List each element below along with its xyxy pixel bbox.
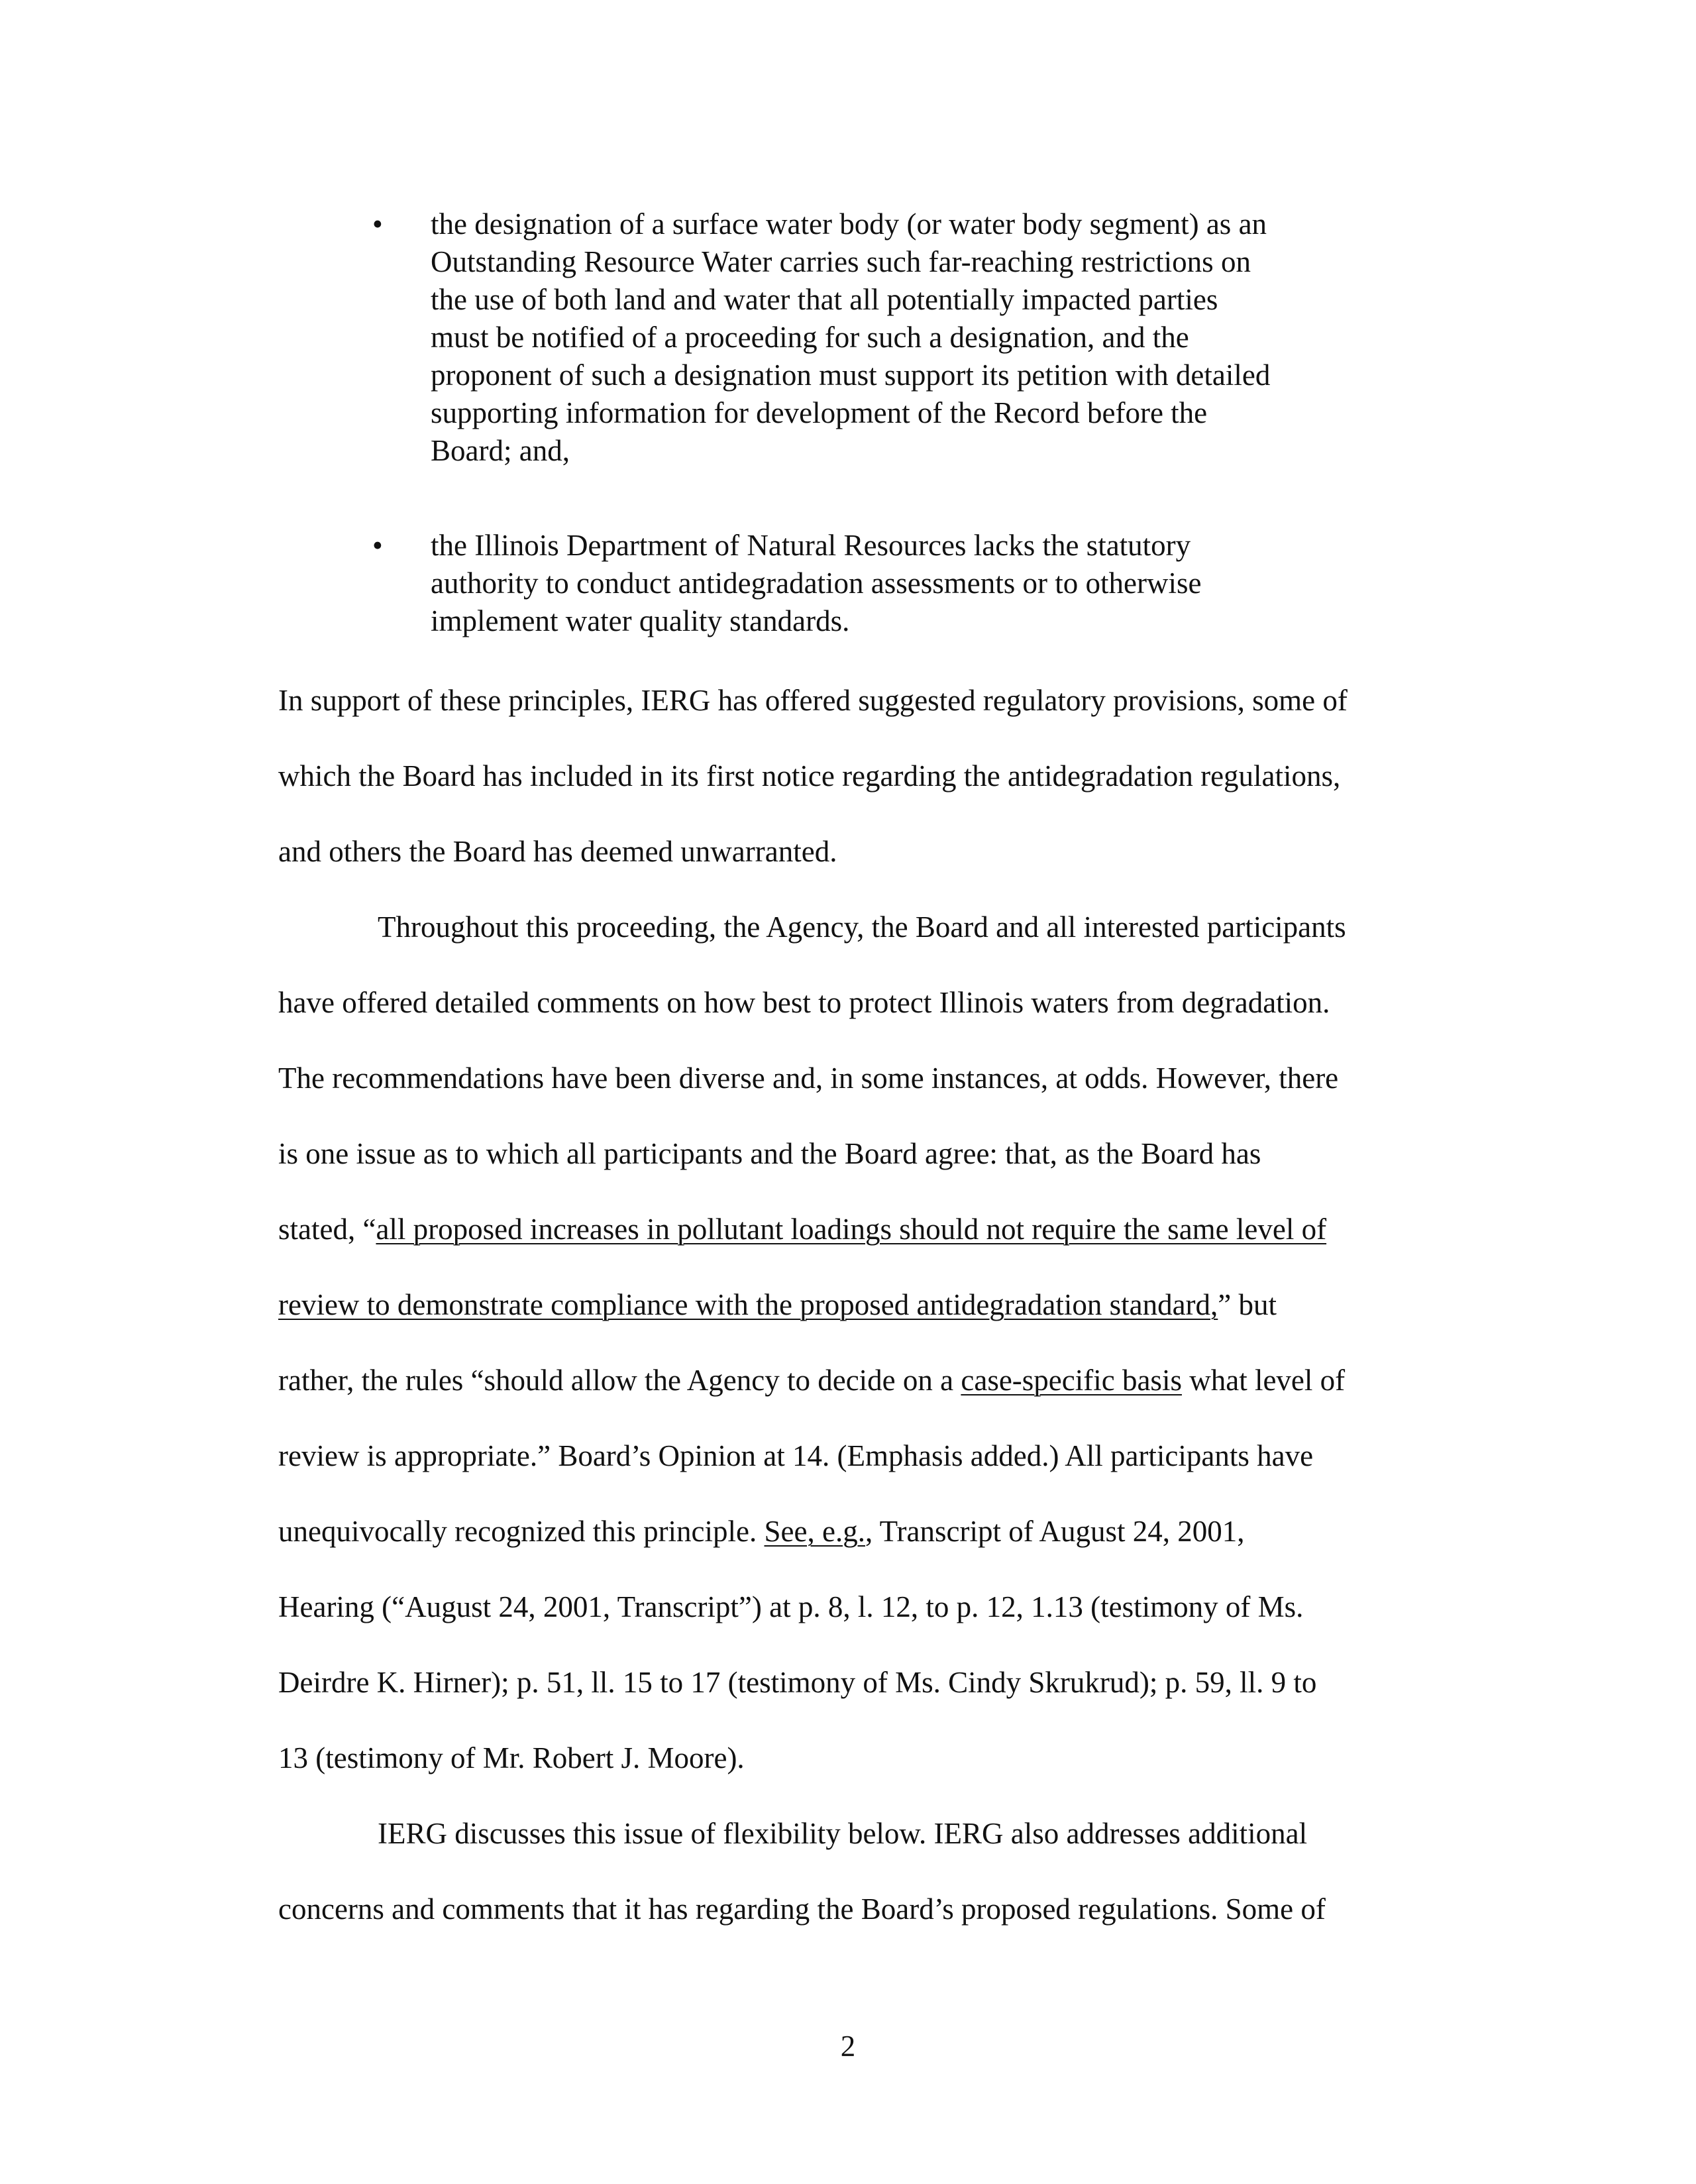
text-line: supporting information for development of the Record before the (431, 396, 1208, 429)
text-line: IERG discusses this issue of flexibility below. IERG also addresses additional (378, 1817, 1308, 1850)
bullet-text (431, 205, 1404, 470)
text-line: Throughout this proceeding, the Agency, the Board and all interested participants (378, 910, 1346, 944)
text-line: proponent of such a designation must support its petition with detailed (431, 358, 1271, 392)
text-line: review is appropriate.” Board’s Opinion at 14. (Emphasis added.) All participants have (278, 1439, 1314, 1472)
text-line: Outstanding Resource Water carries such far-reaching restrictions on (431, 245, 1251, 278)
text-segment: unequivocally recognized this principle. (278, 1515, 765, 1548)
text-line: the designation of a surface water body (or water body segment) as an (431, 207, 1267, 241)
paragraph-support-principles (278, 663, 1471, 889)
text-line: which the Board has included in its first notice regarding the antidegradation regulations, (278, 759, 1341, 792)
bullet-marker: • (372, 529, 383, 562)
bullet-list (371, 205, 1404, 697)
text-line: Deirdre K. Hirner); p. 51, ll. 15 to 17 (testimony of Ms. Cindy Skrukrud); p. 59, ll. 9 to (278, 1666, 1317, 1699)
text-line: must be notified of a proceeding for such a designation, and the (431, 321, 1189, 354)
text-line: Hearing (“August 24, 2001, Transcript”) at p. 8, l. 12, to p. 12, 1.13 (testimony of Ms. (278, 1590, 1304, 1623)
text-segment: what level of (1181, 1364, 1346, 1397)
page-number: 2 (840, 2030, 856, 2063)
body-text (278, 663, 1471, 1947)
text-line: 13 (testimony of Mr. Robert J. Moore). (278, 1741, 745, 1774)
underlined-emphasis: case-specific basis (961, 1364, 1182, 1397)
underlined-quote: review to demonstrate compliance with the proposed antidegradation standard, (278, 1288, 1218, 1321)
paragraph-flexibility-agreement (278, 889, 1471, 1796)
text-line: and others the Board has deemed unwarranted. (278, 835, 837, 868)
paragraph-ierg-discussion (278, 1796, 1471, 1947)
text-segment: ” but (1218, 1288, 1277, 1321)
bullet-marker: • (372, 207, 383, 241)
bullet-text (431, 527, 1404, 640)
text-line: is one issue as to which all participants and the Board agree: that, as the Board has (278, 1137, 1261, 1170)
text-segment: rather, the rules “should allow the Agency to decide on a (278, 1364, 961, 1397)
bullet-item-idnr-authority (371, 527, 1404, 640)
text-line: the Illinois Department of Natural Resources lacks the statutory (431, 529, 1191, 562)
text-line: have offered detailed comments on how best to protect Illinois waters from degradation. (278, 986, 1330, 1019)
text-line: Board; and, (431, 434, 570, 467)
text-segment: , Transcript of August 24, 2001, (865, 1515, 1245, 1548)
text-line: the use of both land and water that all potentially impacted parties (431, 283, 1218, 316)
bullet-item-ors-designation (371, 205, 1404, 470)
underlined-citation-signal: See, e.g. (764, 1515, 865, 1548)
text-line: The recommendations have been diverse and, in some instances, at odds. However, there (278, 1062, 1339, 1095)
text-line: In support of these principles, IERG has offered suggested regulatory provisions, some of (278, 684, 1348, 717)
text-line: authority to conduct antidegradation assessments or to otherwise (431, 567, 1202, 600)
text-line: concerns and comments that it has regarding the Board’s proposed regulations. Some of (278, 1892, 1326, 1926)
text-segment: stated, “ (278, 1213, 376, 1246)
text-line: implement water quality standards. (431, 604, 850, 637)
underlined-quote: all proposed increases in pollutant loadings should not require the same level of (376, 1213, 1327, 1246)
